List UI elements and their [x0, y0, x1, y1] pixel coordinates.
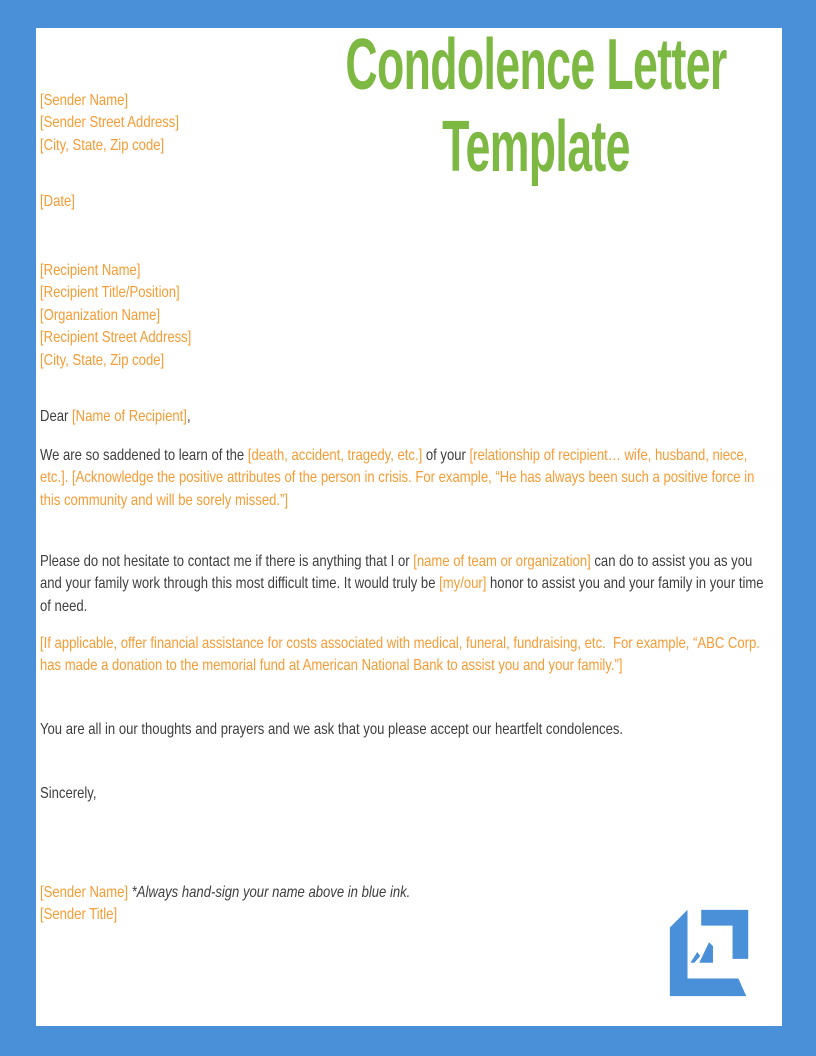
sender-title-line: [Sender Title] [40, 906, 118, 924]
sender-name-line: [Sender Name] [40, 92, 129, 109]
recipient-city-line: [City, State, Zip code] [40, 351, 165, 369]
sender-street-line: [Sender Street Address] [40, 114, 179, 132]
body-paragraph-financial-assistance: [If applicable, offer financial assistance for costs associated with medical, funeral, fundraising, etc. For example, “ABC Corp. has made a donation to the memorial fund at American National Bank to assist you and your family.”] [40, 635, 764, 675]
body-paragraph-sympathy: We are so saddened to learn of the [death, accident, tragedy, etc.] of your [relationship of recipient… wife, husband, niece, etc.]. [Acknowledge the positive attributes of the person in crisis. For example, “He has always been such a positive force in this community and will be sorely missed.”] [40, 447, 759, 509]
logo-pen-nib-shape [699, 942, 713, 963]
sender-address-block [40, 90, 179, 157]
recipient-address-block [40, 260, 191, 372]
title-line-2: Template [442, 107, 630, 187]
letter-page [36, 25, 782, 1026]
closing-line: Sincerely, [40, 785, 97, 802]
letter-template-brand-logo-icon [662, 906, 760, 1000]
recipient-name-line: [Recipient Name] [40, 262, 141, 279]
date-line: [Date] [40, 193, 75, 210]
recipient-title-line: [Recipient Title/Position] [40, 284, 180, 302]
title-line-1: Condolence Letter [345, 25, 727, 105]
organization-name-line: [Organization Name] [40, 306, 161, 324]
signature-name-line: [Sender Name] *Always hand-sign your name above in blue ink. [40, 884, 411, 901]
letter-body [40, 28, 776, 1026]
recipient-street-line: [Recipient Street Address] [40, 329, 192, 347]
salutation-line: Dear [Name of Recipient], [40, 408, 191, 425]
body-paragraph-condolences: You are all in our thoughts and prayers and we ask that you please accept our heartfelt condolences. [40, 721, 624, 738]
logo-pen-nib-tip-shape [690, 952, 700, 963]
body-paragraph-offer-help: Please do not hesitate to contact me if there is anything that I or [name of team or organization] can do to assist you as you and your family work through this most difficult time. It would truly be [my/our] honor to assist you and your family in your time of need. [40, 553, 768, 615]
sender-city-line: [City, State, Zip code] [40, 136, 165, 154]
